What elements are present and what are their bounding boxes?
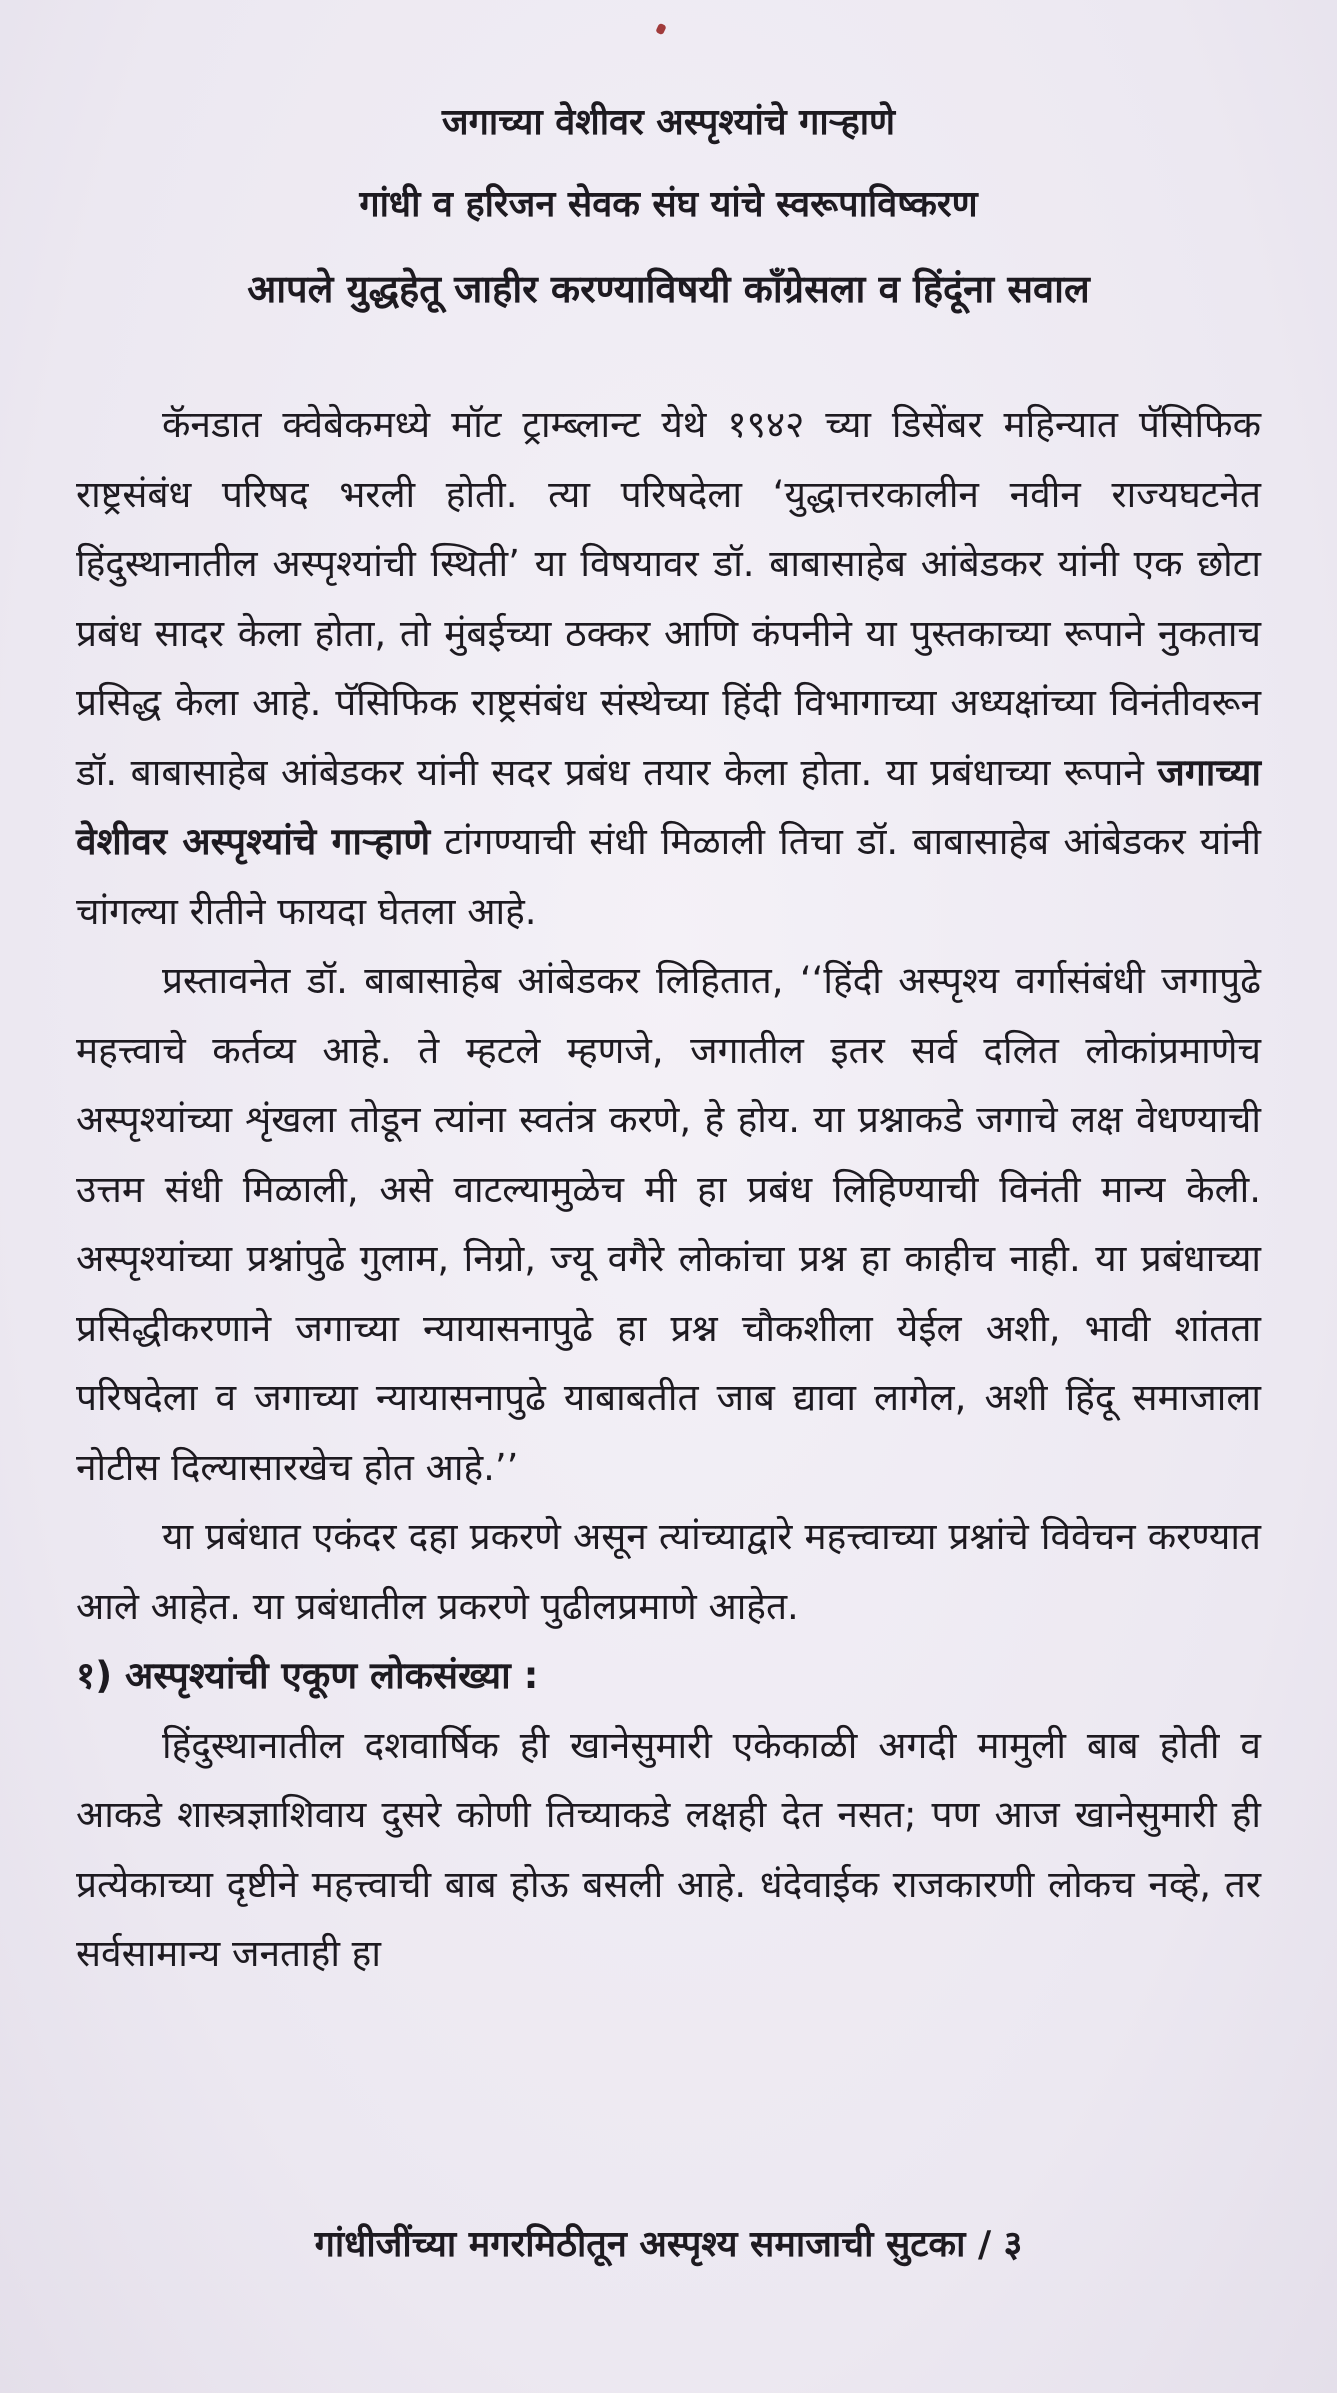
ink-mark xyxy=(655,23,666,35)
running-title: गांधीजींच्या मगरमिठीतून अस्पृश्य समाजाची सुटका xyxy=(314,2224,966,2265)
page-number: ३ xyxy=(1003,2224,1023,2265)
paragraph-3: या प्रबंधात एकंदर दहा प्रकरणे असून त्यांच्याद्वारे महत्त्वाच्या प्रश्नांचे विवेचन करण्यात आले आहेत. या प्रबंधातील प्रकरणे पुढीलप्रमाणे आहेत. xyxy=(76,1515,1261,1628)
chapter-title: जगाच्या वेशीवर अस्पृश्यांचे गाऱ्हाणे xyxy=(441,102,896,143)
footer-separator: / xyxy=(977,2224,992,2265)
paragraph-4: हिंदुस्थानातील दशवार्षिक ही खानेसुमारी एकेकाळी अगदी मामुली बाब होती व आकडे शास्त्रज्ञाशिवाय दुसरे कोणी तिच्याकडे लक्षही देत नसत; पण आज खानेसुमारी ही प्रत्येकाच्या दृष्टीने महत्त्वाची बाब होऊ बसली आहे. धंदेवाईक राजकारणी लोकच नव्हे, तर सर्वसामान्य जनताही हा xyxy=(76,1723,1261,1975)
chapter-question: आपले युद्धहेतू जाहीर करण्याविषयी कॉंग्रेसला व हिंदूंना सवाल xyxy=(247,267,1090,311)
page-footer xyxy=(0,2218,1337,2267)
chapter-subtitle: गांधी व हरिजन सेवक संघ यांचे स्वरूपाविष्करण xyxy=(359,184,978,225)
paragraph-1-end: टांगण्याची संधी मिळाली तिचा डॉ. बाबासाहेब आंबेडकर यांनी चांगल्या रीतीने फायदा घेतला आहे. xyxy=(76,820,1261,933)
body-text xyxy=(76,390,1261,1989)
paragraph-1 xyxy=(76,390,1261,946)
section-heading: १) अस्पृश्यांची एकूण लोकसंख्या : xyxy=(76,1654,539,1697)
paragraph-1-bold-phrase: जगाच्या वेशीवर अस्पृश्यांचे गाऱ्हाणे xyxy=(76,750,1261,863)
paragraph-1-text: कॅनडात क्वेबेकमध्ये मॉट ट्राम्ब्लान्ट येथे १९४२ च्या डिसेंबर महिन्यात पॅसिफिक राष्ट्रसंबंध परिषद भरली होती. त्या परिषदेला ‘युद्धात्तरकालीन नवीन राज्यघटनेत हिंदुस्थानातील अस्पृश्यांची स्थिती’ या विषयावर डॉ. बाबासाहेब आंबेडकर यांनी एक छोटा प्रबंध सादर केला होता, तो मुंबईच्या ठक्कर आणि कंपनीने या पुस्तकाच्या रूपाने नुकताच प्रसिद्ध केला आहे. पॅसिफिक राष्ट्रसंबंध संस्थेच्या हिंदी विभागाच्या अध्यक्षांच्या विनंतीवरून डॉ. बाबासाहेब आंबेडकर यांनी सदर प्रबंध तयार केला होता. या प्रबंधाच्या रूपाने xyxy=(76,403,1261,794)
paragraph-2: प्रस्तावनेत डॉ. बाबासाहेब आंबेडकर लिहितात, ‘‘हिंदी अस्पृश्य वर्गासंबंधी जगापुढे महत्त्वाचे कर्तव्य आहे. ते म्हटले म्हणजे, जगातील इतर सर्व दलित लोकांप्रमाणेच अस्पृश्यांच्या शृंखला तोडून त्यांना स्वतंत्र करणे, हे होय. या प्रश्नाकडे जगाचे लक्ष वेधण्याची उत्तम संधी मिळाली, असे वाटल्यामुळेच मी हा प्रबंध लिहिण्याची विनंती मान्य केली. अस्पृश्यांच्या प्रश्नांपुढे गुलाम, निग्रो, ज्यू वगैरे लोकांचा प्रश्न हा काहीच नाही. या प्रबंधाच्या प्रसिद्धीकरणाने जगाच्या न्यायासनापुढे हा प्रश्न चौकशीला येईल अशी, भावी शांतता परिषदेला व जगाच्या न्यायासनापुढे याबाबतीत जाब द्यावा लागेल, अशी हिंदू समाजाला नोटीस दिल्यासारखेच होत आहे.’’ xyxy=(76,959,1261,1489)
